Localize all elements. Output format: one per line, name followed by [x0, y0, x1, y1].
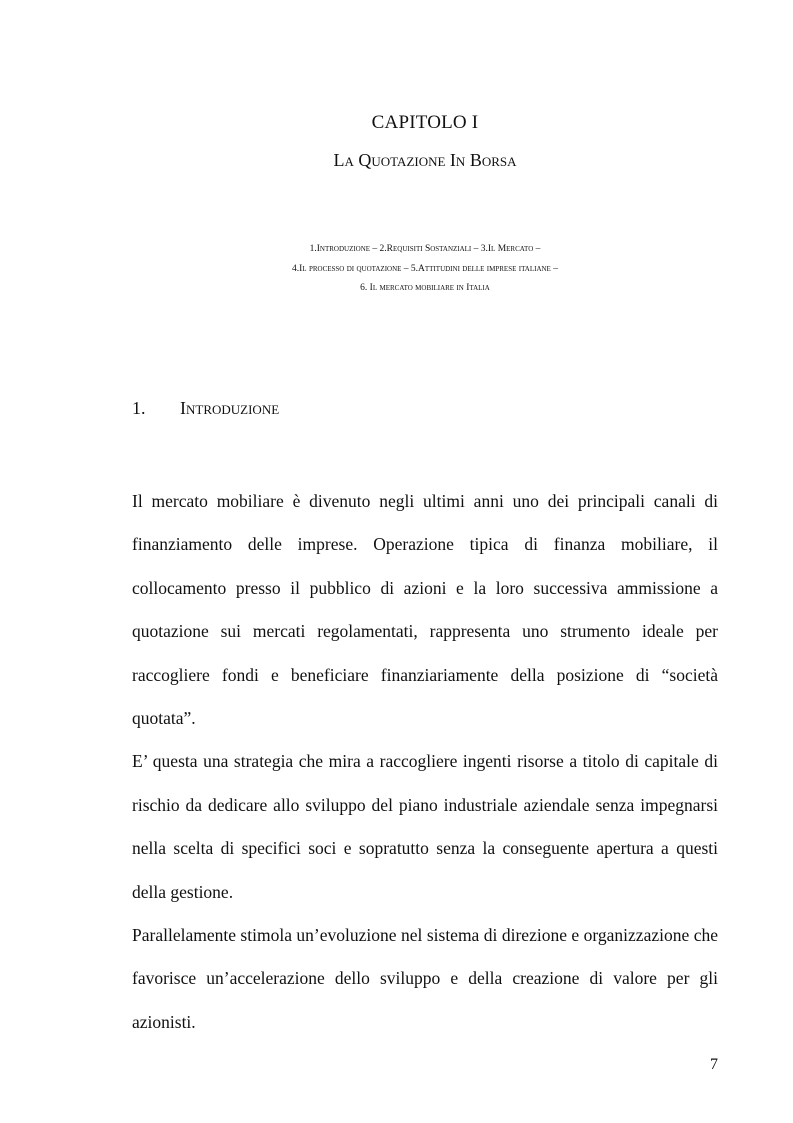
- page-number: 7: [710, 1056, 718, 1073]
- chapter-subtitle: La Quotazione In Borsa: [333, 150, 517, 170]
- paragraph: Parallelamente stimola un’evoluzione nel sistema di direzione e organizzazione che favorisce un’accelerazione dello sviluppo e della creazione di valore per gli azionisti.: [132, 925, 718, 1032]
- body-text: [132, 480, 718, 1044]
- chapter-contents: [0, 240, 793, 299]
- contents-line: 6. Il mercato mobiliare in Italia: [360, 283, 490, 293]
- contents-line: 4.Il processo di quotazione – 5.Attitudini delle imprese italiane –: [292, 263, 558, 274]
- section-heading: [132, 398, 279, 419]
- chapter-title: CAPITOLO I: [371, 112, 479, 133]
- paragraph: E’ questa una strategia che mira a raccogliere ingenti risorse a titolo di capitale di rischio da dedicare allo sviluppo del piano industriale aziendale senza impegnarsi nella scelta di specifici soci e sopratutto senza la conseguente apertura a questi della gestione.: [132, 751, 718, 902]
- section-number: 1.: [132, 398, 146, 418]
- contents-line: 1.Introduzione – 2.Requisiti Sostanziali – 3.Il Mercato –: [309, 244, 541, 254]
- section-title: Introduzione: [180, 398, 280, 418]
- paragraph: Il mercato mobiliare è divenuto negli ultimi anni uno dei principali canali di finanziamento delle imprese. Operazione tipica di finanza mobiliare, il collocamento presso il pubblico di azioni e la loro successiva ammissione a quotazione sui mercati regolamentati, rappresenta uno strumento ideale per raccogliere fondi e beneficiare finanziariamente della posizione di “società quotata”.: [132, 491, 718, 729]
